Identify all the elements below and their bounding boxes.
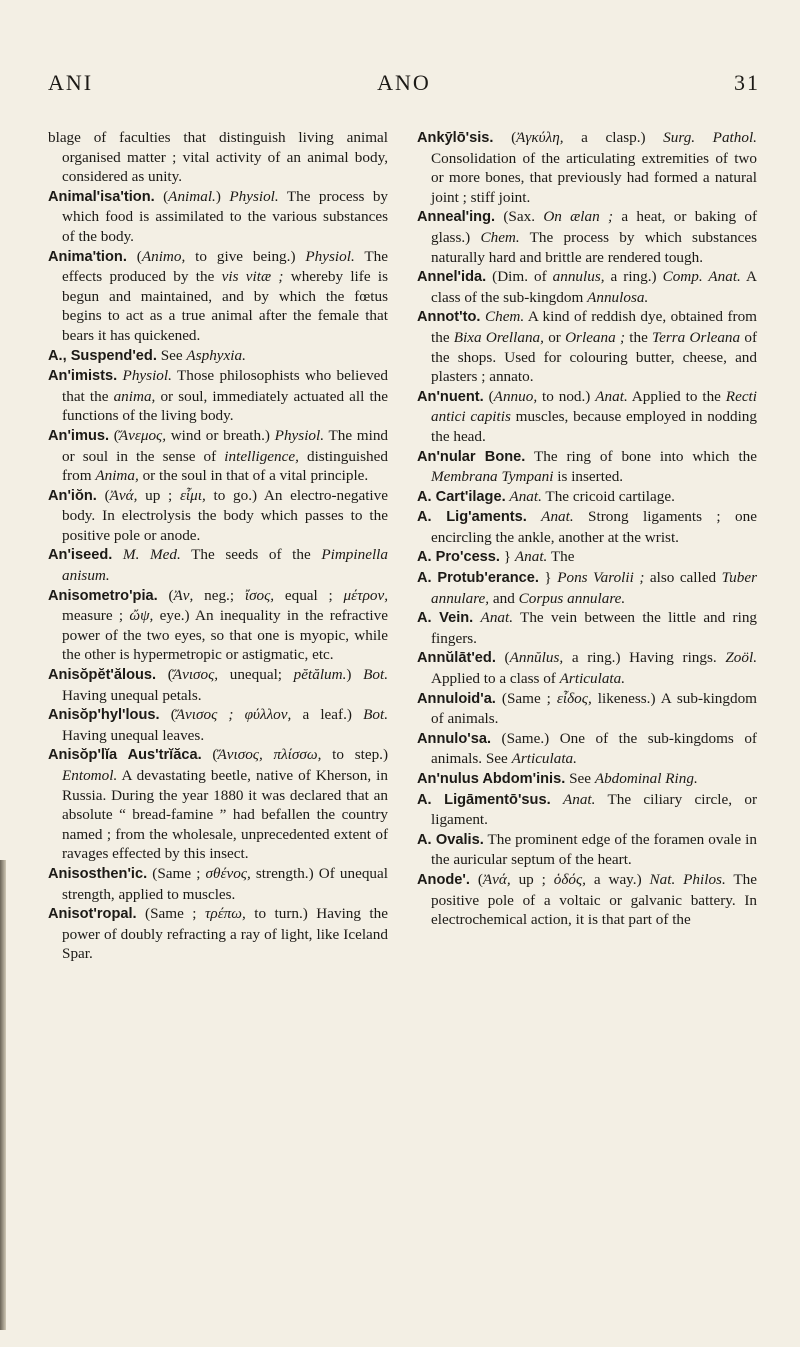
italic-text: Pons Varolii ; (557, 569, 645, 587)
dictionary-entry (417, 547, 757, 568)
entry-text: ( (495, 649, 510, 667)
headword: Anisŏp'hyl'lous. (48, 707, 160, 724)
italic-text: annulus, (552, 268, 605, 286)
italic-text: Articulata. (511, 750, 577, 768)
dictionary-entry (417, 790, 757, 830)
entry-text: or soul, immediately actuated all the functions of the living body. (62, 387, 389, 425)
entry-text (112, 546, 123, 563)
italic-text: vis vitæ ; (221, 268, 284, 286)
greek-etymology: Ἄνισος ; φύλλον, (175, 706, 292, 724)
italic-text: Orleana ; (565, 328, 626, 346)
italic-text: Asphyxia. (186, 346, 246, 364)
entry-text: a clasp.) (563, 129, 664, 146)
entry-text: is inserted. (553, 468, 624, 486)
entry-text: (Same ; (495, 689, 557, 707)
headword: Anisosthen'ic. (48, 865, 148, 882)
italic-text: Anima, (95, 467, 139, 485)
entry-text: ( (201, 746, 218, 764)
entry-text: blage of faculties that distinguish living animal organised matter ; vital activity of an animal body, considered as unity. (48, 129, 388, 186)
italic-text: Animal. (168, 187, 216, 205)
entry-text: (Dim. of (486, 268, 553, 286)
greek-etymology: Ἀνά, (482, 870, 511, 888)
dictionary-entry (48, 904, 388, 964)
entry-text: A class of the sub-kingdom (431, 268, 757, 306)
page-header (48, 70, 760, 110)
italic-text: Entomol. (62, 767, 118, 784)
italic-text: Recti antici capitis (431, 387, 757, 426)
headword: A., Suspend'ed. (48, 347, 157, 364)
italic-text: Bot. (363, 666, 389, 684)
entry-text: strength.) Of unequal strength, applied to muscles. (62, 864, 388, 903)
entry-text: the (625, 328, 653, 346)
headword: Anima'tion. (48, 248, 127, 265)
dictionary-entry (48, 128, 388, 187)
entry-text: a ring.) Having rings. (563, 649, 726, 667)
entry-text: Strong ligaments ; one encircling the ankle, another at the wrist. (431, 508, 757, 546)
headword: A. Pro'cess. (417, 549, 500, 566)
entry-text: A kind of reddish dye, obtained from the (431, 308, 757, 346)
italic-text: Annŭlus, (509, 649, 564, 667)
entry-text: Consolidation of the articulating extremities of two or more bones, that previously had formed a natural joint ; stiff joint. (431, 149, 757, 206)
italic-text: Bixa Orellana, (453, 328, 544, 346)
entry-text: to step.) (321, 746, 389, 764)
headword: An'nular Bone. (417, 448, 526, 465)
dictionary-entry (48, 705, 388, 745)
italic-text: Chem. (480, 228, 520, 246)
dictionary-entry (48, 586, 388, 665)
italic-text: anima, (113, 387, 156, 405)
greek-etymology: τρέπω, (204, 905, 246, 923)
headword: Annot'to. (417, 309, 481, 326)
entry-text: The seeds of the (180, 546, 322, 564)
entry-text: or the soul in that of a vital principle. (138, 467, 369, 485)
entry-text: The process by which substances naturally hard and brittle are rendered tough. (431, 228, 757, 266)
italic-text: Physiol. (305, 247, 355, 265)
italic-text: Pimpinella anisum. (62, 546, 388, 585)
entry-text: (Same ; (136, 905, 205, 923)
entry-text: also called (644, 569, 722, 587)
entry-text: The ring of bone into which the (525, 447, 757, 465)
dictionary-entry (417, 648, 757, 688)
headword: Annel'ida. (417, 269, 487, 286)
entry-text: The ciliary circle, or ligament. (431, 790, 758, 829)
headword: Anneal'ing. (417, 209, 496, 226)
entry-text: The cricoid cartilage. (541, 487, 675, 505)
dictionary-entry (48, 864, 388, 904)
italic-text: Anat. (480, 609, 514, 627)
italic-text: Terra Orleana (652, 328, 741, 346)
dictionary-entry (417, 447, 757, 487)
entry-text: and (489, 589, 519, 607)
italic-text: Zoöl. (725, 649, 757, 667)
dictionary-entry (417, 487, 757, 508)
headword: A. Protub'erance. (417, 570, 539, 587)
italic-text: Membrana Tympani (431, 468, 554, 486)
entry-text (551, 791, 563, 808)
entry-text: neg.; (193, 586, 245, 604)
italic-text: Surg. Pathol. (663, 129, 757, 146)
greek-etymology: ὤψ, (129, 607, 154, 625)
dictionary-entry (48, 366, 388, 426)
entry-text: (Same ; (147, 864, 206, 882)
greek-etymology: Ἄνισος, (172, 666, 219, 684)
dictionary-entry (417, 267, 757, 307)
entry-text: up ; (510, 870, 554, 888)
dictionary-entry (417, 307, 757, 386)
italic-text: Abdominal Ring. (594, 770, 698, 787)
italic-text: Animo, (141, 247, 186, 265)
entry-text: Those philosophists who believed that the (62, 367, 388, 405)
entry-text: ( (469, 870, 483, 888)
greek-etymology: Ἀγκύλη, (516, 129, 564, 146)
entry-text: of the shops. Used for colouring butter, cheese, and plasters ; annato. (431, 328, 758, 386)
entry-text: ( (159, 706, 176, 724)
dictionary-entry (417, 729, 757, 769)
headword: A. Vein. (417, 610, 474, 627)
italic-text: Bot. (363, 706, 388, 724)
headword: Animal'isa'tion. (48, 188, 155, 205)
italic-text: Chem. (484, 308, 525, 326)
headword: An'imists. (48, 368, 118, 385)
headword: Annuloid'a. (417, 690, 496, 707)
entry-text: a way.) (585, 870, 650, 888)
entry-text: See (156, 346, 187, 364)
italic-text: Anat. (541, 508, 574, 526)
entry-text: } (499, 548, 515, 566)
entry-text: ( (154, 187, 169, 205)
headword: An'nuent. (417, 388, 484, 405)
entry-text: to nod.) (537, 387, 596, 405)
italic-text: Anat. (514, 548, 548, 566)
headword: Anisŏpĕt'ălous. (48, 667, 157, 684)
greek-etymology: Ἄνεμος, (118, 426, 166, 444)
italic-text: intelligence, (224, 447, 299, 465)
headword: Annŭlāt'ed. (417, 650, 496, 667)
entry-text: a leaf.) (291, 706, 364, 724)
entry-text: or (543, 328, 566, 346)
headword: A. Ovalis. (417, 831, 484, 848)
entry-text: ( (96, 486, 110, 504)
headword: Annulo'sa. (417, 730, 492, 747)
entry-text: measure ; (62, 607, 130, 625)
headword: A. Ligāmentō'sus. (417, 791, 551, 808)
italic-text: On ælan ; (543, 208, 614, 226)
dictionary-entry (417, 568, 757, 608)
entry-text: (Same.) One of the sub-kingdoms of animals. See (431, 729, 757, 768)
right-column (417, 128, 757, 930)
italic-text: Tuber annulare, (431, 569, 758, 607)
headword: Anisŏp'lĭa Aus'trĭăca. (48, 747, 202, 764)
greek-etymology: σθένος, (205, 864, 251, 882)
dictionary-entry (417, 128, 757, 207)
entry-text: eye.) An inequality in the refractive power of the two eyes, so that one is myopic, while the other is hypermetropic or astigmatic, etc. (62, 607, 388, 664)
italic-text: Anat. (562, 790, 596, 808)
italic-text: pĕtălum. (293, 666, 347, 684)
entry-text: The prominent edge of the foramen ovale in the auricular septum of the heart. (431, 830, 757, 869)
headword: Anisot'ropal. (48, 906, 137, 923)
entry-text: whereby life is begun and maintained, and by which the fœtus begins to act as a true animal after the female that bears it has quickened. (62, 268, 388, 344)
dictionary-entry (48, 745, 388, 864)
italic-text: Articulata. (559, 670, 626, 688)
running-head-left: ANI (48, 70, 94, 95)
headword: Anisometro'pia. (48, 587, 158, 604)
dictionary-entry (417, 507, 757, 547)
italic-text: Annuo, (493, 387, 538, 405)
italic-text: Physiol. (122, 367, 172, 385)
entry-text (527, 508, 541, 525)
entry-text: ( (483, 387, 494, 405)
italic-text: Corpus annulare. (518, 589, 626, 607)
greek-etymology: ἴσος, (244, 586, 275, 604)
dictionary-entry (48, 545, 388, 585)
headword: A. Lig'aments. (417, 509, 527, 526)
entry-text: ( (126, 247, 142, 265)
dictionary-entry (417, 689, 757, 729)
dictionary-entry (417, 207, 757, 267)
italic-text: Anat. (595, 387, 628, 405)
greek-etymology: Ἀνά, (109, 486, 138, 504)
entry-text: distinguished from (62, 447, 388, 485)
dictionary-entry (48, 346, 388, 367)
entry-text: a heat, or baking of glass.) (431, 208, 758, 246)
entry-text: Having unequal petals. (62, 686, 202, 704)
running-head-center: ANO (377, 70, 431, 95)
italic-text: Annulosa. (587, 288, 649, 306)
dictionary-entry (48, 187, 388, 247)
entry-text: to turn.) Having the power of doubly refracting a ray of light, like Iceland Spar. (62, 905, 388, 963)
entry-text: ( (109, 426, 119, 444)
entry-text: wind or breath.) (166, 426, 275, 444)
entry-text: } (538, 569, 558, 587)
entry-text: Having unequal leaves. (62, 726, 205, 744)
italic-text: Physiol. (229, 187, 279, 205)
entry-text: A devastating beetle, native of Kherson, in Russia. During the year 1880 it was declared that an absolute “ bread-famine ” had befallen the country named ; from the wholesale, unprecedented extent of ravages effected by this insect. (62, 767, 388, 863)
entry-text: ) (346, 666, 364, 684)
entry-text: equal ; (274, 586, 344, 604)
entry-text (473, 609, 480, 626)
entry-text: unequal; (218, 666, 294, 684)
entry-text: ( (493, 129, 517, 146)
entry-text: The mind or soul in the sense of (62, 426, 389, 465)
entry-text: up ; (137, 486, 180, 504)
headword: Ankȳlō'sis. (417, 130, 494, 146)
headword: An'iŏn. (48, 487, 97, 504)
entry-text: a ring.) (604, 268, 663, 286)
italic-text: Comp. Anat. (662, 268, 741, 286)
entry-text: The (547, 548, 575, 566)
greek-etymology: Ἀν, (173, 586, 194, 604)
entry-text: The effects produced by the (62, 247, 388, 286)
headword: Anode'. (417, 871, 470, 888)
headword: An'imus. (48, 427, 110, 444)
entry-text: The positive pole of a voltaic or galvanic battery. In electrochemical action, it is that part of the (431, 870, 757, 929)
entry-text: muscles, because employed in nodding the head. (431, 408, 757, 445)
entry-text: ( (156, 666, 173, 684)
entry-text: The process by which food is assimilated to the various substances of the body. (62, 187, 389, 245)
entry-text: The vein between the little and ring fingers. (431, 609, 758, 647)
italic-text: M. Med. (122, 546, 181, 564)
entry-text: Applied to a class of (431, 670, 560, 688)
dictionary-entry (48, 486, 388, 546)
entry-text: ( (157, 586, 174, 604)
entry-text: to go.) An electro-negative body. In electrolysis the body which passes to the positive pole or anode. (62, 486, 388, 544)
italic-text: Physiol. (274, 426, 325, 444)
dictionary-entry (417, 769, 757, 790)
entry-text: likeness.) A sub-kingdom of animals. (431, 689, 757, 728)
headword: An'nulus Abdom'inis. (417, 771, 566, 787)
entry-text: (Sax. (495, 208, 544, 226)
italic-text: Nat. Philos. (649, 870, 726, 888)
greek-etymology: μέτρον, (343, 586, 388, 604)
entry-text: to give being.) (185, 247, 306, 265)
dictionary-entry (417, 870, 757, 930)
page-number: 31 (734, 70, 760, 95)
left-column (48, 128, 388, 964)
entry-text: See (565, 770, 595, 787)
greek-etymology: Ἄνισος, πλίσσω, (217, 746, 322, 764)
dictionary-entry (417, 830, 757, 870)
greek-etymology: εἶμι, (179, 486, 206, 504)
greek-etymology: ὁδός, (553, 870, 586, 888)
dictionary-entry (417, 387, 757, 447)
dictionary-entry (48, 247, 388, 346)
headword: A. Cart'ilage. (417, 488, 506, 505)
entry-text: ) (215, 187, 230, 205)
greek-etymology: εἶδος, (556, 689, 592, 707)
dictionary-entry (48, 665, 388, 705)
entry-text: Applied to the (627, 387, 726, 405)
page-edge-shadow (0, 860, 6, 1330)
dictionary-entry (417, 608, 757, 648)
dictionary-entry (48, 426, 388, 486)
italic-text: Anat. (509, 487, 542, 505)
headword: An'iseed. (48, 547, 113, 564)
